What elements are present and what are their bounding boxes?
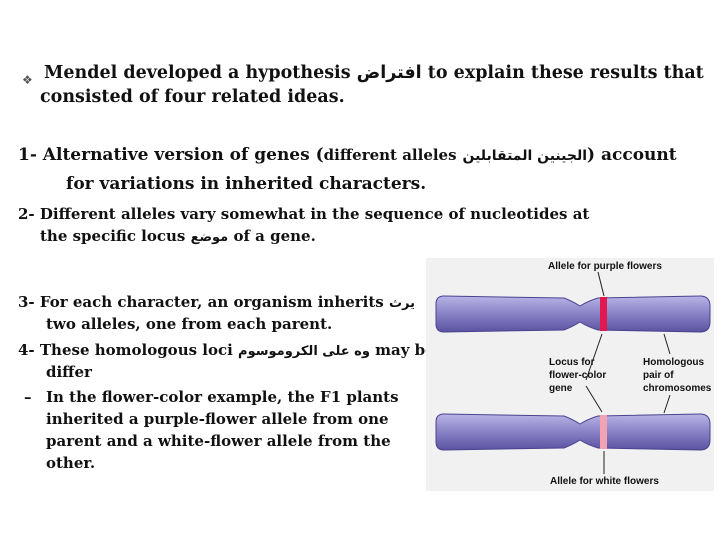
white-allele-band bbox=[600, 415, 607, 449]
idea4-sub-line3: parent and a white-flower allele from the bbox=[46, 432, 391, 450]
pointer-line-top bbox=[598, 272, 604, 296]
label-homologous-1: Homologous bbox=[643, 357, 705, 368]
idea4-text-pre: 4- These homologous loci bbox=[18, 341, 233, 359]
idea1-line1 bbox=[18, 145, 677, 165]
idea3-line1 bbox=[18, 293, 415, 311]
idea3-line2: two alleles, one from each parent. bbox=[46, 315, 333, 333]
idea2-text-pre: the specific locus bbox=[40, 227, 186, 245]
idea3-arabic: يرث bbox=[388, 296, 416, 311]
idea2-arabic: موضع bbox=[190, 230, 229, 245]
para1-line2: consisted of four related ideas. bbox=[40, 87, 345, 107]
idea2-line1: 2- Different alleles vary somewhat in the sequence of nucleotides at bbox=[18, 205, 590, 223]
para1-text-post: to explain these results that bbox=[427, 63, 704, 83]
idea4-arabic: وه على الكروموسوم bbox=[238, 344, 370, 359]
idea1-line2: for variations in inherited characters. bbox=[66, 174, 427, 194]
label-locus-2: flower-color bbox=[549, 370, 607, 381]
pointer-locus-down bbox=[586, 386, 602, 412]
idea4-sub-line4: other. bbox=[46, 454, 96, 472]
label-locus-1: Locus for bbox=[549, 357, 595, 368]
chromosome-1 bbox=[436, 296, 710, 332]
idea2-text-post: of a gene. bbox=[233, 227, 316, 245]
pointer-homo-down bbox=[664, 395, 670, 413]
dash-marker: – bbox=[24, 388, 32, 406]
idea4-line1 bbox=[18, 341, 435, 359]
chromosome-2 bbox=[436, 414, 710, 450]
purple-allele-band bbox=[600, 297, 607, 331]
idea4-line2: differ bbox=[46, 363, 92, 381]
idea1-text-pre: 1- Alternative version of genes ( bbox=[18, 145, 324, 165]
idea4-text-post: may be bbox=[375, 341, 435, 359]
idea4-sub-line1: In the flower-color example, the F1 plants bbox=[46, 388, 399, 406]
chromosome-figure bbox=[426, 258, 714, 491]
label-locus-3: gene bbox=[549, 383, 573, 394]
pointer-homo-up bbox=[664, 334, 670, 354]
bullet-icon: ❖ bbox=[22, 73, 33, 87]
para1-arabic: افتراض bbox=[356, 63, 422, 83]
idea4-sub-line2: inherited a purple-flower allele from one bbox=[46, 410, 389, 428]
idea1-text-small: different alleles bbox=[323, 146, 457, 164]
para1-text-pre: Mendel developed a hypothesis bbox=[44, 63, 351, 83]
label-purple-allele: Allele for purple flowers bbox=[548, 261, 662, 272]
idea3-text-pre: 3- For each character, an organism inherits bbox=[18, 293, 384, 311]
idea1-text-post: ) account bbox=[587, 145, 677, 165]
label-white-allele: Allele for white flowers bbox=[550, 476, 659, 487]
label-homologous-2: pair of bbox=[643, 370, 674, 381]
idea2-line2 bbox=[40, 227, 316, 245]
label-homologous-3: chromosomes bbox=[643, 383, 712, 394]
para1-line1 bbox=[44, 63, 704, 83]
idea1-arabic: الجينين المتقابلين bbox=[462, 148, 588, 164]
